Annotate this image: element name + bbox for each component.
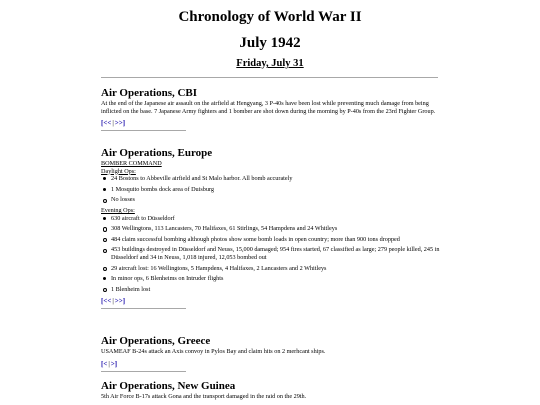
- month-heading: July 1942: [239, 35, 301, 51]
- section-nav: [101, 297, 446, 306]
- last-link[interactable]: >]: [110, 359, 118, 368]
- section-heading: Air Operations, New Guinea: [101, 380, 236, 392]
- page-title: Chronology of World War II: [178, 9, 362, 25]
- divider: [101, 77, 438, 78]
- list-item: 1 Blenheim lost: [101, 286, 446, 294]
- evening-ops-label: Evening Ops:: [101, 206, 135, 214]
- nav-separator: |: [112, 119, 114, 128]
- daylight-ops-label: Daylight Ops:: [101, 167, 136, 175]
- section-nav: [101, 119, 446, 128]
- command-label: BOMBER COMMAND: [101, 160, 162, 167]
- nav-separator: |: [108, 359, 110, 368]
- section-text: USAMEAF B-24s attack an Axis convoy in Pylos Bay and claim hits on 2 merhcant ships.: [101, 348, 326, 355]
- list-item: 1 Mosquito bombs dock area of Duisburg: [101, 186, 446, 194]
- next-link[interactable]: >>]: [114, 297, 126, 306]
- section-europe: [101, 147, 446, 309]
- section-text: At the end of the Japanese air assault on the airfield at Hengyang, 3 P-40s have been lost while preventing much damage from being inflicted on the base. 7 Japanese Army fighters and 1 bomber are shot down during the morning by P-40s from the 23rd Fighter Group.: [101, 100, 436, 115]
- section-heading: Air Operations, Greece: [101, 335, 211, 347]
- day-heading: Friday, July 31: [236, 58, 304, 69]
- list-item: 24 Bostons to Abbeville airfield and St Malo harbor. All bomb accurately: [101, 175, 446, 183]
- section-nav: [101, 360, 446, 369]
- prev-link[interactable]: [<<: [101, 297, 112, 306]
- section-divider: [101, 130, 186, 131]
- prev-link[interactable]: [<<: [101, 119, 112, 128]
- list-item: 630 aircraft to Düsseldorf: [101, 215, 446, 223]
- section-heading: Air Operations, Europe: [101, 147, 213, 159]
- section-divider: [101, 308, 186, 309]
- section-heading: Air Operations, CBI: [101, 87, 198, 99]
- section-greece: [101, 335, 446, 372]
- nav-separator: |: [112, 297, 114, 306]
- first-link[interactable]: [<: [101, 359, 108, 368]
- list-item: 29 aircraft lost: 16 Wellingtons, 5 Hampdens, 4 Halifaxes, 2 Lancasters and 2 Whitleys: [101, 265, 446, 273]
- list-item: 308 Wellingtons, 113 Lancasters, 70 Halifaxes, 61 Stirlings, 54 Hampdens and 24 Whitleys: [101, 225, 446, 233]
- section-text: 5th Air Force B-17s attack Gona and the transport damaged in the raid on the 29th.: [101, 393, 307, 400]
- next-link[interactable]: >>]: [114, 119, 126, 128]
- list-item: 484 claim successful bombing although photos show some bomb loads in open country; more than 900 tons dropped: [101, 236, 446, 244]
- section-new-guinea: [101, 380, 446, 401]
- section-cbi: [101, 87, 446, 131]
- section-divider: [101, 371, 186, 372]
- list-item: No losses: [101, 196, 446, 204]
- list-item: 453 buildings destroyed in Düsseldorf and Neuss, 15,000 damaged; 954 fires started, 67 classified as large; 279 people killed, 245 in Düsseldorf and 34 in Neuss, 1,018 injured, 12,053 bombed out: [101, 246, 446, 261]
- list-item: In minor ops, 6 Blenheims on Intruder flights: [101, 275, 446, 283]
